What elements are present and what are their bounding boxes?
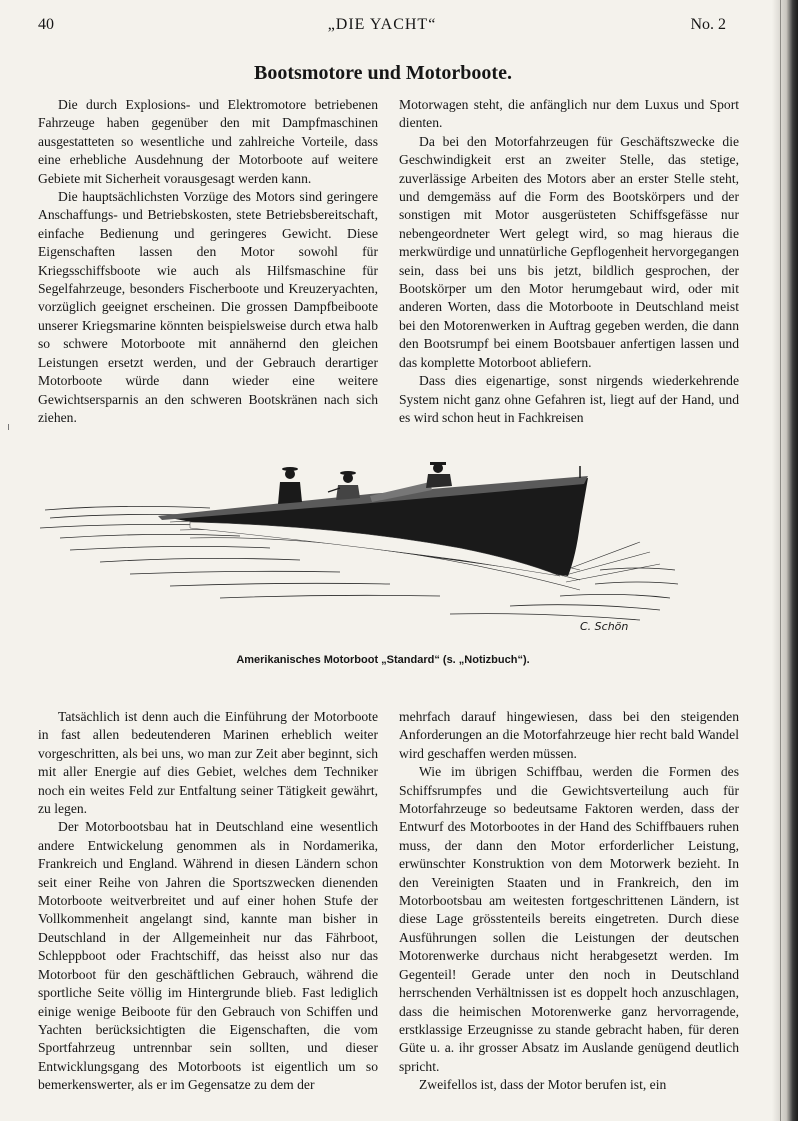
motorboat-illustration (40, 452, 680, 652)
column-top-left (38, 96, 378, 427)
column-top-right (399, 96, 739, 427)
article-title: Bootsmotore und Motorboote. (254, 62, 512, 84)
crew-figure (426, 462, 452, 488)
paragraph: Da bei den Motorfahrzeugen für Geschäftszwecke die Geschwindigkeit erst an zweiter Stelle, das stetige, zuverlässige Arbeiten des Motors aber an erster Stelle steht, und demgemäss auf die Form des Bootskörpers und der sonstigen mit Motor ausgerüsteten Schiffsgefässe nur nebengeordneter Wert gelegt wird, so mag hieraus die merkwürdige und unnatürliche Gepflogenheit hervorgegangen sein, dass bei uns bis jetzt, bildlich gesprochen, der Bootskörper um den Motor herumgebaut wird, oder mit anderen Worten, dass die Motorboote in Deutschland meist bei den Motorenwerken in Auftrag gegeben werden, die dann den Bootsrumpf bei einem Bootsbauer anfertigen lassen und das komplette Motorboot abliefern. (399, 133, 739, 370)
page-edge-shadow (772, 0, 798, 1121)
illustration-caption: Amerikanisches Motorboot „Standard“ (s. „Notizbuch“). (236, 654, 530, 666)
paragraph: Der Motorbootsbau hat in Deutschland eine wesentlich andere Entwickelung genommen als in Nordamerika, Frankreich und England. Während in diesen Ländern schon seit einer Reihe von Jahren die Sportszwecken dienenden Motorboote weitverbreitet und auf einer hohen Stufe der Vollkommenheit angelangt sind, kannte man bisher in Deutschland in der Allgemeinheit nur das Fährboot, Schleppboot oder Frachtschiff, das heisst also nur das Motorboot für den geschäftlichen Gebrauch, während die sportliche Seite völlig im Hintergrunde blieb. Fast lediglich einige wenige Beiboote für den Gebrauch von Schiffen und Yachten berücksichtigten die Eigenschaften, die vom Sportfahrzeug untrennbar sein sollten, und dieser Entwicklungsgang des Motorboots ist eigentlich um so bemerkenswerter, als er im Gegensatze zu dem der (38, 819, 378, 1093)
paragraph: Dass dies eigenartige, sonst nirgends wiederkehrende System nicht ganz ohne Gefahren ist, liegt auf der Hand, und es wird schon heut in Fachkreisen (399, 373, 739, 425)
column-bottom-left (38, 708, 378, 1095)
paragraph: Die hauptsächlichsten Vorzüge des Motors sind geringere Anschaffungs- und Betriebskosten, stete Betriebsbereitschaft, einfache Bedienung und geringeres Gewicht. Diese Eigenschaften lassen den Motor sowohl für Kriegsschiffsboote wie auch als Hilfsmaschine für Segelfahrzeuge, besonders Fischerboote und Kreuzeryachten, vorzüglich geeignet erscheinen. Die grossen Dampfbeiboote unserer Kriegsmarine könnten beispielsweise durch etwa halb so schwere Motorboote mit annähernd den gleichen Leistungen ersetzt werden, und der Gebrauch derartiger Motorboote würde dann wieder eine weitere Gewichtsersparnis an den schweren Bootskränen nach sich ziehen. (38, 189, 378, 425)
page-number: 40 (38, 16, 54, 33)
passenger-figure (278, 467, 302, 504)
page-header (38, 16, 726, 40)
running-title: „DIE YACHT“ (327, 16, 437, 33)
paragraph: Tatsächlich ist denn auch die Einführung der Motorboote in fast allen bedeutenderen Marinen erheblich weiter vorgeschritten, als bei uns, wo man zur Zeit aber beginnt, sich mit aller Energie auf dies Gebiet, welches dem Techniker noch ein weites Feld zur Entfaltung seiner Tätigkeit gewährt, zu legen. (38, 709, 378, 817)
paragraph-continuation: mehrfach darauf hingewiesen, dass bei den steigenden Anforderungen an die Motorfahrzeuge hier recht bald Wandel wird geschaffen werden müssen. (399, 709, 739, 761)
paragraph: Wie im übrigen Schiffbau, werden die Formen des Schiffsrumpfes und die Gewichtsverteilung auch für Motorfahrzeuge so bedeutsame Faktoren werden, dass der Entwurf des Motorbootes in der Hand des Schiffbauers ruhen muss, der dann den Motor erforderlicher Leistung, erwünschter Konstruktion von dem Motorwerk bezieht. In den Vereinigten Staaten und in Frankreich, den im Motorbootsbau am weitesten fortgeschrittenen Ländern, ist diese Lage grösstenteils bereits eingetreten. Durch diese Ausführungen sollen die Leistungen der deutschen Motorenwerke durchaus nicht herabgesetzt werden. Im Gegenteil! Gerade unter den noch in Deutschland herrschenden Verhältnissen ist es doppelt hoch anzuschlagen, dass die heimischen Motorenwerke ganz hervorragende, erstklassige Erzeugnisse zu stande gebracht haben, für deren Güte u. a. ihr grosser Absatz im Auslande genügend deutlich spricht. (399, 764, 739, 1074)
paragraph: Die durch Explosions- und Elektromotore betriebenen Fahrzeuge haben gegenüber den mit Dampfmaschinen ausgestatteten so wesentliche und zahlreiche Vorteile, dass eine erhebliche Ausdehnung der Motorboote auf weitere Gebiete mit Sicherheit vorausgesagt werden kann. (38, 97, 378, 186)
paragraph: Zweifellos ist, dass der Motor berufen ist, ein (419, 1077, 667, 1093)
issue-number: No. 2 (690, 16, 726, 33)
driver-figure (328, 471, 360, 500)
column-bottom-right (399, 708, 739, 1095)
paragraph-continuation: Motorwagen steht, die anfänglich nur dem Luxus und Sport dienten. (399, 97, 739, 131)
artist-signature: C. Schön (580, 620, 629, 633)
margin-mark (8, 424, 13, 430)
